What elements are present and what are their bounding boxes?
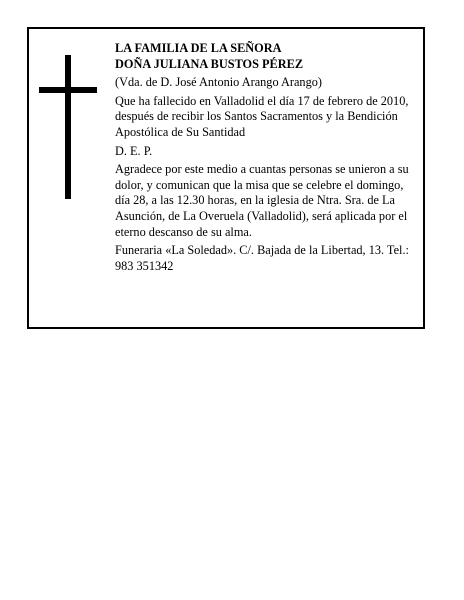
rip-line: D. E. P. <box>115 143 153 158</box>
obituary-notice <box>27 27 425 329</box>
cross-vertical-bar <box>65 55 71 199</box>
widow-of-line: (Vda. de D. José Antonio Arango Arango) <box>115 75 322 90</box>
cross-icon <box>39 55 97 199</box>
heading-family: LA FAMILIA DE LA SEÑORA <box>115 41 282 55</box>
cross-horizontal-bar <box>39 87 97 93</box>
death-announcement: Que ha fallecido en Valladolid el día 17 de febrero de 2010, después de recibir los Santos Sacramentos y la Bendición Apostólica de Su Santidad <box>115 93 409 139</box>
funeral-home: Funeraria «La Soledad». C/. Bajada de la Libertad, 13. Tel.: 983 351342 <box>115 243 409 273</box>
thanks-and-mass: Agradece por este medio a cuantas personas se unieron a su dolor, y comunican que la misa que se celebre el domingo, día 28, a las 12.30 horas, en la iglesia de Ntra. Sra. de La Asunción, de La Overuela (Valladolid), será aplicada por el eterno descanso de su alma. <box>115 162 409 239</box>
heading-name: DOÑA JULIANA BUSTOS PÉREZ <box>115 56 304 71</box>
notice-text <box>115 41 415 274</box>
